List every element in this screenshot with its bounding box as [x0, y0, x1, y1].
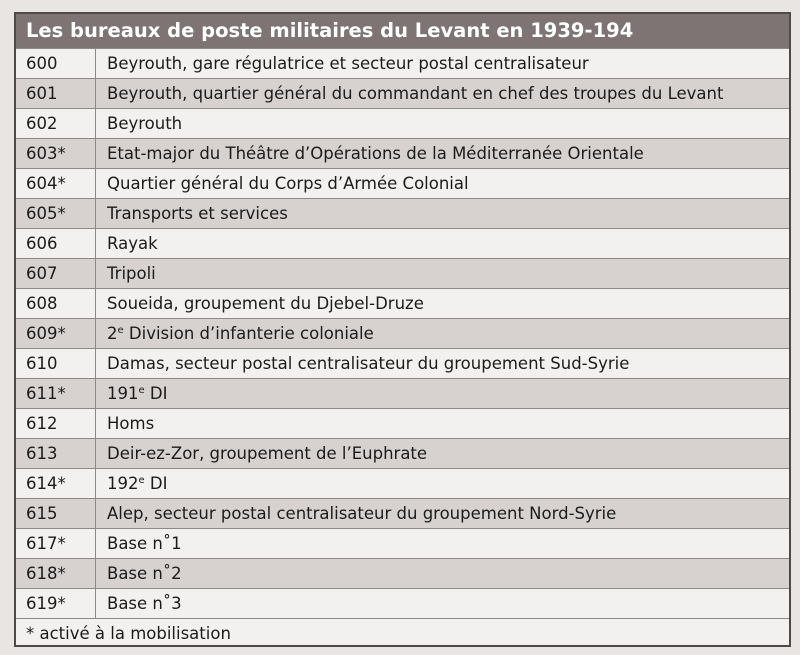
office-description: Homs	[107, 414, 155, 433]
description-prefix: 192	[107, 474, 139, 493]
table-row	[16, 288, 789, 318]
office-code: 611*	[16, 379, 96, 408]
table-row	[16, 138, 789, 168]
office-code: 619*	[16, 589, 96, 618]
office-description	[96, 469, 789, 498]
table-row	[16, 198, 789, 228]
office-description: Alep, secteur postal centralisateur du groupement Nord-Syrie	[107, 504, 617, 523]
table-row	[16, 528, 789, 558]
office-code: 617*	[16, 529, 96, 558]
table-row	[16, 108, 789, 138]
office-description: Damas, secteur postal centralisateur du groupement Sud-Syrie	[107, 354, 630, 373]
table-body	[16, 48, 789, 647]
description-suffix: DI	[144, 384, 168, 403]
description-suffix: Division d’infanterie coloniale	[123, 324, 374, 343]
office-code: 606	[16, 229, 96, 258]
office-code: 602	[16, 109, 96, 138]
table-row	[16, 258, 789, 288]
office-description: Quartier général du Corps d’Armée Colonial	[107, 174, 469, 193]
office-code: 613	[16, 439, 96, 468]
table-footnote: * activé à la mobilisation	[16, 618, 789, 647]
table-row	[16, 348, 789, 378]
office-description: Base n˚3	[107, 594, 182, 613]
office-description	[96, 319, 789, 348]
office-code: 603*	[16, 139, 96, 168]
office-description: Tripoli	[107, 264, 156, 283]
office-code: 605*	[16, 199, 96, 228]
description-prefix: 2	[107, 324, 118, 343]
table-row	[16, 558, 789, 588]
table-row	[16, 468, 789, 498]
table-row	[16, 408, 789, 438]
table-row	[16, 48, 789, 78]
table-row	[16, 78, 789, 108]
table-row	[16, 228, 789, 258]
office-description: Beyrouth, quartier général du commandant en chef des troupes du Levant	[107, 84, 724, 103]
office-code: 601	[16, 79, 96, 108]
description-suffix: DI	[144, 474, 168, 493]
table-title: Les bureaux de poste militaires du Levant en 1939-194	[16, 14, 789, 48]
table-row	[16, 438, 789, 468]
office-description: Beyrouth	[107, 114, 183, 133]
ordinal-superscript: e	[138, 475, 145, 486]
table-row	[16, 378, 789, 408]
table-row	[16, 588, 789, 618]
office-description: Rayak	[107, 234, 158, 253]
office-code: 618*	[16, 559, 96, 588]
office-code: 604*	[16, 169, 96, 198]
office-description: Transports et services	[107, 204, 288, 223]
office-code: 615	[16, 499, 96, 528]
office-description: Etat-major du Théâtre d’Opérations de la Méditerranée Orientale	[107, 144, 644, 163]
ordinal-superscript: e	[138, 385, 145, 396]
office-code: 600	[16, 49, 96, 78]
table-row	[16, 498, 789, 528]
office-code: 610	[16, 349, 96, 378]
office-code: 609*	[16, 319, 96, 348]
office-code: 614*	[16, 469, 96, 498]
table-row	[16, 168, 789, 198]
office-description: Base n˚1	[107, 534, 182, 553]
description-prefix: 191	[107, 384, 139, 403]
office-code: 608	[16, 289, 96, 318]
office-description: Base n˚2	[107, 564, 182, 583]
office-description	[96, 379, 789, 408]
office-description: Beyrouth, gare régulatrice et secteur postal centralisateur	[107, 54, 589, 73]
postal-table	[14, 12, 791, 647]
office-description: Deir-ez-Zor, groupement de l’Euphrate	[107, 444, 428, 463]
office-code: 607	[16, 259, 96, 288]
office-code: 612	[16, 409, 96, 438]
ordinal-superscript: e	[117, 325, 124, 336]
table-row	[16, 318, 789, 348]
office-description: Soueida, groupement du Djebel-Druze	[107, 294, 424, 313]
